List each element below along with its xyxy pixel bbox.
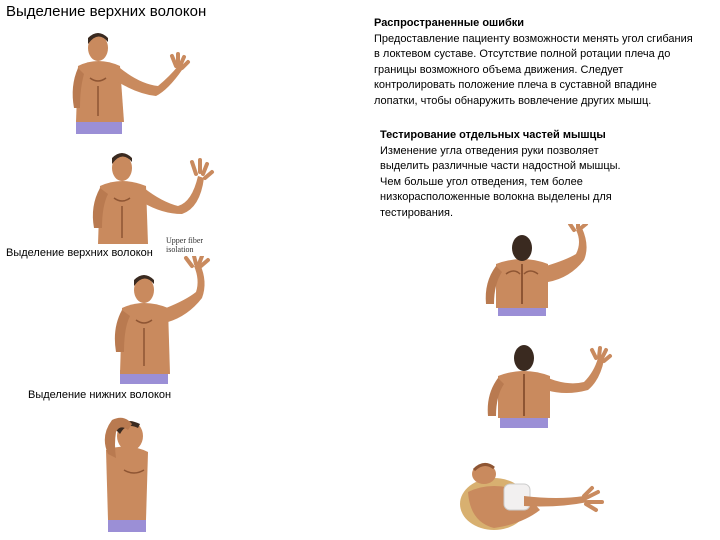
figure-front-arm-abducted (60, 26, 200, 134)
figure-upper-fiber-isolation (82, 144, 222, 254)
figure-side-hand-on-head (94, 410, 164, 535)
page-title: Выделение верхних волокон (6, 3, 207, 20)
common-errors-section (374, 16, 694, 109)
part-testing-text: Изменение угла отведения руки позволяет выделить различные части надостной мышцы. Чем больше угол отведения, тем более низкорасположенные волокна выделены для тестирования. (380, 144, 621, 219)
figure-back-arm-high (476, 224, 606, 316)
part-testing-heading: Тестирование отдельных частей мышцы (380, 129, 606, 141)
figure-prone-arm-extended (448, 452, 618, 538)
figure-watermark: Upper fiber isolation (166, 236, 204, 254)
common-errors-heading: Распространенные ошибки (374, 17, 525, 29)
caption-upper-fibers: Выделение верхних волокон (6, 247, 153, 259)
caption-lower-fibers: Выделение нижних волокон (28, 389, 172, 401)
figure-back-arm-abducted (476, 342, 616, 428)
common-errors-text: Предоставление пациенту возможности менять угол сгибания в локтевом суставе. Отсутствие полной ротации плеча до границы возможного объема движения. Следует контролировать положение плеча в суставной впадине лопатки, чтобы обнаружить вовлечение других мышц. (374, 32, 693, 107)
part-testing-section (380, 128, 640, 221)
figure-front-arm-high (102, 256, 222, 386)
